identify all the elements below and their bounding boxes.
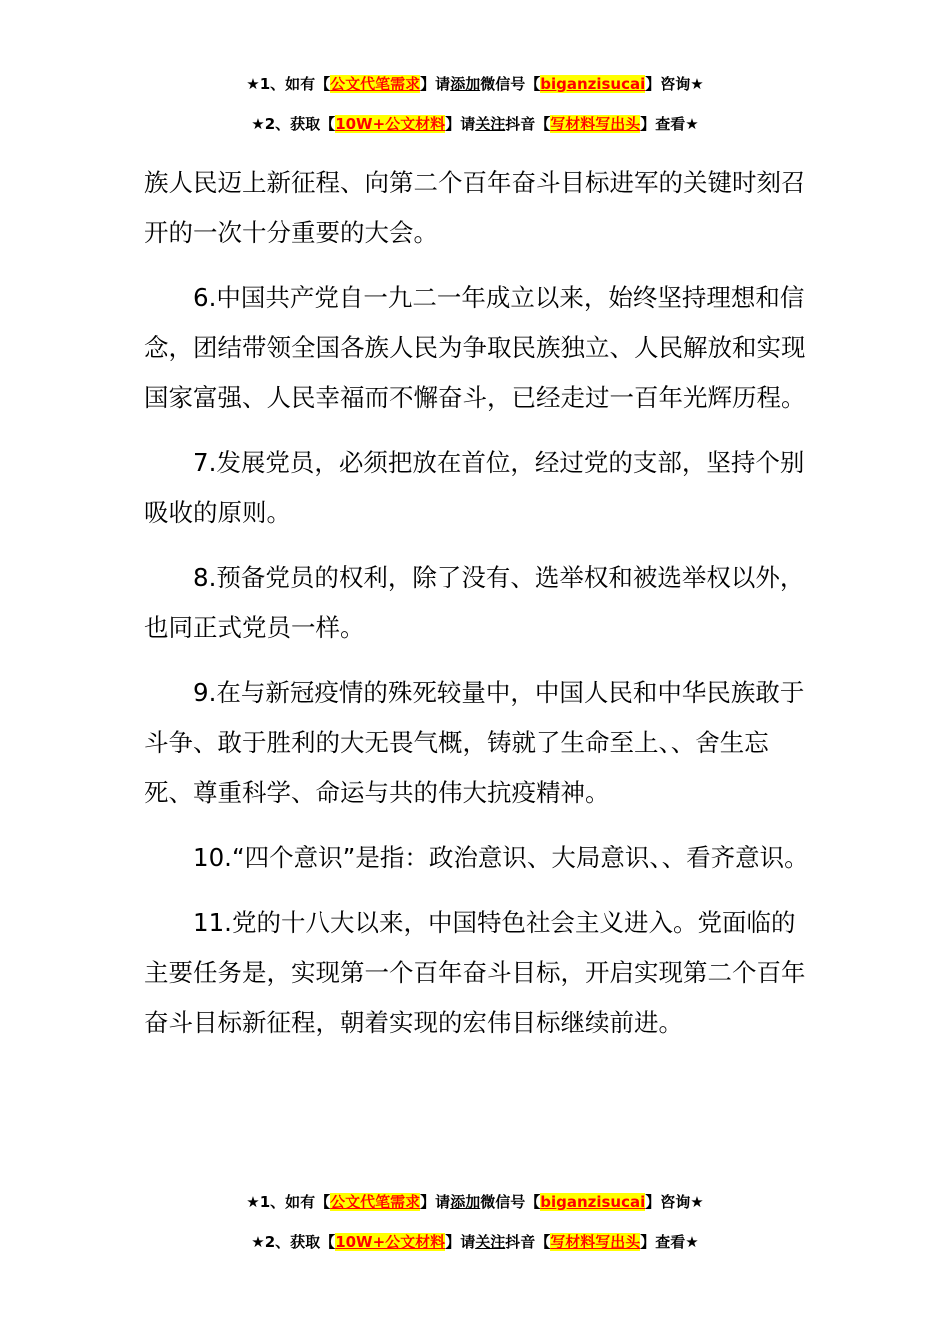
- banner-line-2: [0, 104, 950, 144]
- banner-underline: 添加: [450, 1193, 481, 1211]
- banner-text: ★1、如有【: [246, 75, 331, 93]
- paragraph: 8.预备党员的权利，除了没有、选举权和被选举权以外，也同正式党员一样。: [144, 563, 805, 642]
- banner-highlight: biganzisucai: [540, 75, 646, 93]
- paragraph: 族人民迈上新征程、向第二个百年奋斗目标进军的关键时刻召开的一次十分重要的大会。: [144, 168, 806, 247]
- header-banner: [0, 64, 950, 144]
- banner-highlight: 10W+公文材料: [335, 1233, 446, 1251]
- banner-text: 抖音【: [505, 115, 551, 133]
- banner-text: 】咨询★: [645, 75, 704, 93]
- paragraph: 6.中国共产党自一九二一年成立以来，始终坚持理想和信念，团结带领全国各族人民为争取民族独立、人民解放和实现国家富强、人民幸福而不懈奋斗，已经走过一百年光辉历程。: [144, 283, 806, 412]
- banner-text: 微信号【: [480, 1193, 541, 1211]
- banner-highlight: 公文代笔需求: [330, 75, 421, 93]
- banner-text: 】查看★: [640, 1233, 699, 1251]
- paragraph: 7.发展党员，必须把放在首位，经过党的支部，坚持个别吸收的原则。: [144, 448, 805, 527]
- banner-line-1: [0, 64, 950, 104]
- banner-highlight: 写材料写出头: [550, 115, 641, 133]
- document-body: [144, 158, 810, 1063]
- banner-text: 】请: [445, 1233, 476, 1251]
- paragraph: 11.党的十八大以来，中国特色社会主义进入。党面临的主要任务是，实现第一个百年奋斗目标，开启实现第二个百年奋斗目标新征程，朝着实现的宏伟目标继续前进。: [144, 908, 806, 1037]
- banner-text: ★2、获取【: [251, 1233, 336, 1251]
- banner-text: ★2、获取【: [251, 115, 336, 133]
- paragraph: 10.“四个意识”是指：政治意识、大局意识、、看齐意识。: [193, 843, 809, 872]
- banner-line-2: [0, 1222, 950, 1262]
- banner-text: 微信号【: [480, 75, 541, 93]
- banner-underline: 添加: [450, 75, 481, 93]
- banner-underline: 关注: [475, 1233, 506, 1251]
- paragraph: 9.在与新冠疫情的殊死较量中，中国人民和中华民族敢于斗争、敢于胜利的大无畏气概，铸就了生命至上、、舍生忘死、尊重科学、命运与共的伟大抗疫精神。: [144, 678, 805, 807]
- banner-text: 】请: [420, 75, 451, 93]
- banner-text: 抖音【: [505, 1233, 551, 1251]
- banner-text: 】请: [420, 1193, 451, 1211]
- footer-banner: [0, 1182, 950, 1262]
- banner-text: 】查看★: [640, 115, 699, 133]
- banner-line-1: [0, 1182, 950, 1222]
- banner-text: 】请: [445, 115, 476, 133]
- banner-text: ★1、如有【: [246, 1193, 331, 1211]
- banner-highlight: 写材料写出头: [550, 1233, 641, 1251]
- banner-highlight: 公文代笔需求: [330, 1193, 421, 1211]
- banner-highlight: biganzisucai: [540, 1193, 646, 1211]
- banner-underline: 关注: [475, 115, 506, 133]
- banner-text: 】咨询★: [645, 1193, 704, 1211]
- banner-highlight: 10W+公文材料: [335, 115, 446, 133]
